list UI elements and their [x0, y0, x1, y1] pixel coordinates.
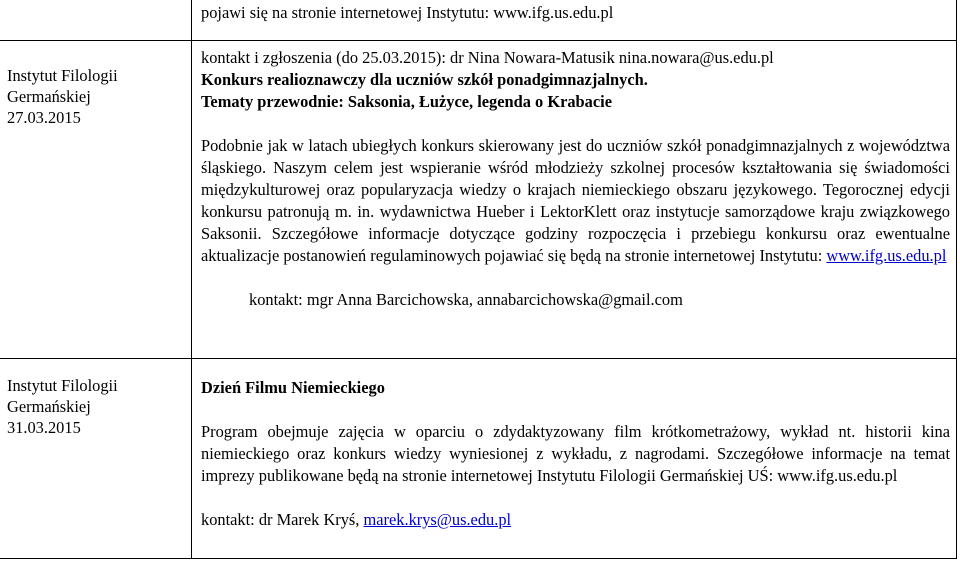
event-contact: kontakt: mgr Anna Barcichowska, annabarcichowska@gmail.com	[249, 290, 683, 309]
institute-name-cont: Germańskiej	[7, 397, 91, 416]
event-description: Podobnie jak w latach ubiegłych konkurs skierowany jest do uczniów szkół ponadgimnazjalnych z województwa śląskiego. Naszym celem jest wspieranie wśród młodzieży szkolnej procesów kształtowania się świadomości międzykulturowej oraz popularyzacja wiedzy o krajach niemieckiego obszaru językowego. Tegorocznej edycji konkursu patronują m. in. wydawnictwa Hueber i LektorKlett oraz instytucje samorządowe kraju związkowego Saksonii. Szczegółowe informacje dotyczące godziny rozpoczęcia i przebiegu konkursu oraz ewentualne aktualizacje postanowień regulaminowych pojawiać się będą na stronie internetowej Instytutu: www.ifg.us.edu.pl	[201, 136, 950, 265]
institute-website-link[interactable]: www.ifg.us.edu.pl	[826, 246, 947, 265]
institute-name: Instytut Filologii	[7, 66, 118, 85]
event-date: 27.03.2015	[7, 108, 81, 127]
event-subtitle: Tematy przewodnie: Saksonia, Łużyce, legenda o Krabacie	[201, 92, 612, 111]
event-title: Konkurs realioznawczy dla uczniów szkół ponadgimnazjalnych.	[201, 70, 648, 89]
event-details-cell	[192, 359, 957, 559]
contact-email-link[interactable]: marek.krys@us.edu.pl	[363, 510, 512, 529]
event-description: Program obejmuje zajęcia w oparciu o zdydaktyzowany film krótkometrażowy, wykład nt. historii kina niemieckiego oraz konkurs wiedzy wyniesionej z wykładu, z nagrodami. Szczegółowe informacje na temat imprezy publikowane będą na stronie internetowej Instytutu Filologii Germańskiej UŚ: www.ifg.us.edu.pl	[201, 422, 950, 485]
institute-name: Instytut Filologii	[7, 376, 118, 395]
top-left-cell	[0, 0, 192, 41]
event-contact: kontakt: dr Marek Kryś, marek.krys@us.edu.pl	[201, 510, 512, 529]
website-notice: pojawi się na stronie internetowej Instytutu: www.ifg.us.edu.pl	[201, 3, 614, 22]
institute-name-cont: Germańskiej	[7, 87, 91, 106]
top-right-cell	[192, 0, 957, 41]
event-date: 31.03.2015	[7, 418, 81, 437]
table-row	[0, 359, 957, 559]
event-details-cell	[192, 41, 957, 359]
event-title: Dzień Filmu Niemieckiego	[201, 378, 385, 397]
table-row	[0, 0, 957, 41]
event-info-cell	[0, 359, 192, 559]
table-row	[0, 41, 957, 359]
event-info-cell	[0, 41, 192, 359]
contact-registration: kontakt i zgłoszenia (do 25.03.2015): dr Nina Nowara-Matusik nina.nowara@us.edu.pl	[201, 48, 774, 67]
